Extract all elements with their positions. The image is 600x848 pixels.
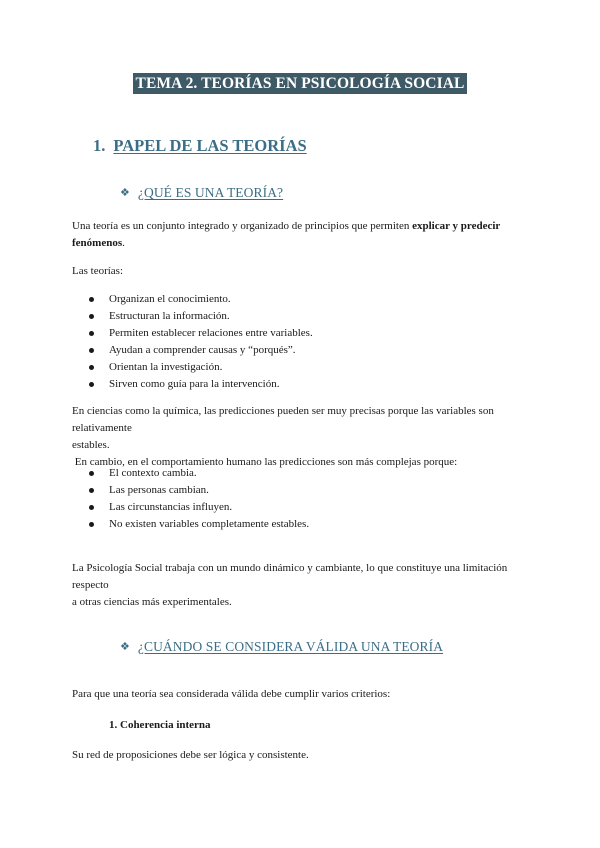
paragraph-line: En ciencias como la química, las predicciones pueden ser muy precisas porque las variables son relativamente [72,405,494,434]
bullet-icon [89,488,94,493]
section-title: PAPEL DE LAS TEORÍAS [113,136,307,155]
definition-paragraph [72,218,532,252]
bullet-icon [89,471,94,476]
ciencias-paragraph [72,403,532,471]
section-number: 1. [93,136,106,155]
list-item-text: Estructuran la información. [109,310,230,322]
porque-list [72,465,309,533]
list-item-text: Sirven como guía para la intervención. [109,378,280,390]
list-item [72,465,309,482]
bullet-icon [89,314,94,319]
bullet-icon [89,522,94,527]
list-item [72,342,313,359]
definition-bold-1: explicar y predecir [412,220,501,232]
subheading-cuando-valida [120,639,443,655]
definition-text: Una teoría es un conjunto integrado y organizado de principios que permiten [72,220,413,232]
bullet-icon [89,505,94,510]
definition-end: . [122,237,125,249]
list-item-text: Permiten establecer relaciones entre variables. [109,327,313,339]
teorias-list [72,291,313,393]
list-item [72,482,309,499]
bullet-icon [89,382,94,387]
list-item [72,359,313,376]
subheading-text: ¿QUÉ ES UNA TEORÍA? [137,185,284,200]
paragraph-line: estables. [72,439,110,451]
list-item-text: Ayudan a comprender causas y “porqués”. [109,344,296,356]
list-item-text: Las circunstancias influyen. [109,501,233,513]
document-title: TEMA 2. TEORÍAS EN PSICOLOGÍA SOCIAL [133,73,468,94]
subheading-text: ¿CUÁNDO SE CONSIDERA VÁLIDA UNA TEORÍA [137,639,444,654]
definition-bold-2: fenómenos [72,237,123,249]
paragraph-line: La Psicología Social trabaja con un mundo dinámico y cambiante, lo que constituye una limitación respecto [72,562,508,591]
criterio-1-title: 1. Coherencia interna [109,719,211,731]
bullet-icon [89,297,94,302]
psicologia-paragraph [72,560,532,611]
list-item-text: El contexto cambia. [109,467,197,479]
list-item [72,516,309,533]
paragraph-line: En cambio, en el comportamiento humano las predicciones son más complejas porque: [72,456,458,468]
bullet-icon [89,365,94,370]
criterio-1-text: Su red de proposiciones debe ser lógica y consistente. [72,749,309,761]
list-item-text: Orientan la investigación. [109,361,223,373]
list-item-text: Organizan el conocimiento. [109,293,231,305]
list-item [72,376,313,393]
diamond-bullet-icon: ❖ [120,187,130,199]
diamond-bullet-icon: ❖ [120,641,130,653]
bullet-icon [89,348,94,353]
paragraph-line: a otras ciencias más experimentales. [72,596,232,608]
list-item-text: No existen variables completamente estables. [109,518,310,530]
criterios-intro: Para que una teoría sea considerada válida debe cumplir varios criterios: [72,688,391,700]
subheading-que-es [120,185,283,201]
section-heading-papel [93,136,307,156]
list-item [72,325,313,342]
bullet-icon [89,331,94,336]
teorias-intro: Las teorías: [72,265,124,277]
title-row [0,73,600,94]
list-item [72,291,313,308]
list-item [72,308,313,325]
list-item [72,499,309,516]
list-item-text: Las personas cambian. [109,484,209,496]
